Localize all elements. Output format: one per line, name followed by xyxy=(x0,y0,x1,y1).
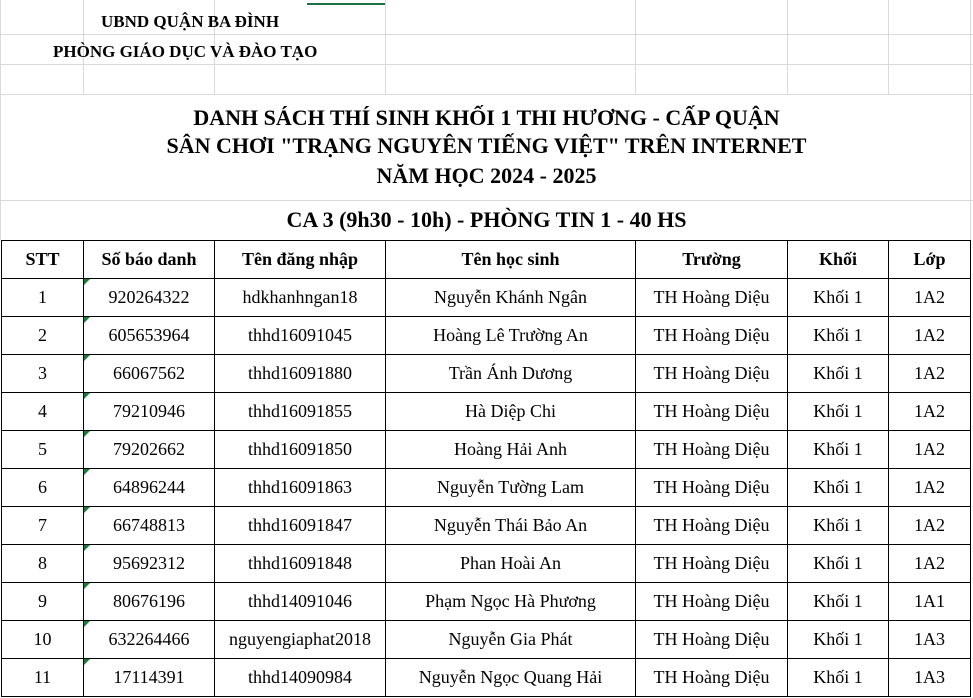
cell-sbd[interactable]: 79210946 xyxy=(84,393,215,431)
cell-stt[interactable]: 5 xyxy=(2,431,84,469)
table-row xyxy=(2,659,971,697)
col-header-school[interactable]: Trường xyxy=(636,241,788,279)
cell-username[interactable]: nguyengiaphat2018 xyxy=(215,621,386,659)
cell-school[interactable]: TH Hoàng Diệu xyxy=(636,659,788,697)
cell-stt[interactable]: 11 xyxy=(2,659,84,697)
cell-grade[interactable]: Khối 1 xyxy=(788,317,889,355)
cell-school[interactable]: TH Hoàng Diệu xyxy=(636,469,788,507)
table-row xyxy=(2,317,971,355)
cell-username[interactable]: thhd16091848 xyxy=(215,545,386,583)
cell-sbd[interactable]: 920264322 xyxy=(84,279,215,317)
cell-username[interactable]: thhd16091850 xyxy=(215,431,386,469)
cell-class[interactable]: 1A2 xyxy=(889,431,971,469)
cell-school[interactable]: TH Hoàng Diệu xyxy=(636,621,788,659)
cell-stt[interactable]: 9 xyxy=(2,583,84,621)
cell-class[interactable]: 1A2 xyxy=(889,545,971,583)
cell-grade[interactable]: Khối 1 xyxy=(788,279,889,317)
table-header-row xyxy=(2,241,971,279)
title-line-2: SÂN CHƠI "TRẠNG NGUYÊN TIẾNG VIỆT" TRÊN INTERNET xyxy=(166,133,807,158)
student-table xyxy=(1,240,971,697)
cell-stt[interactable]: 10 xyxy=(2,621,84,659)
cell-school[interactable]: TH Hoàng Diệu xyxy=(636,317,788,355)
cell-class[interactable]: 1A2 xyxy=(889,317,971,355)
cell-class[interactable]: 1A2 xyxy=(889,355,971,393)
cell-sbd[interactable]: 17114391 xyxy=(84,659,215,697)
cell-school[interactable]: TH Hoàng Diệu xyxy=(636,545,788,583)
table-row xyxy=(2,545,971,583)
cell-school[interactable]: TH Hoàng Diệu xyxy=(636,393,788,431)
cell-username[interactable]: hdkhanhngan18 xyxy=(215,279,386,317)
cell-school[interactable]: TH Hoàng Diệu xyxy=(636,583,788,621)
cell-student-name[interactable]: Trần Ánh Dương xyxy=(386,355,636,393)
cell-student-name[interactable]: Nguyễn Khánh Ngân xyxy=(386,279,636,317)
cell-student-name[interactable]: Hoàng Lê Trường An xyxy=(386,317,636,355)
table-row xyxy=(2,431,971,469)
grid-row-3 xyxy=(0,94,973,95)
cell-username[interactable]: thhd14090984 xyxy=(215,659,386,697)
col-header-sbd[interactable]: Số báo danh xyxy=(84,241,215,279)
cell-grade[interactable]: Khối 1 xyxy=(788,507,889,545)
col-header-class[interactable]: Lớp xyxy=(889,241,971,279)
col-header-grade[interactable]: Khối xyxy=(788,241,889,279)
cell-class[interactable]: 1A2 xyxy=(889,507,971,545)
grid-col-e xyxy=(635,0,636,94)
table-row xyxy=(2,279,971,317)
cell-student-name[interactable]: Nguyễn Ngọc Quang Hải xyxy=(386,659,636,697)
table-row xyxy=(2,393,971,431)
cell-grade[interactable]: Khối 1 xyxy=(788,431,889,469)
cell-selection-indicator xyxy=(307,3,385,5)
cell-sbd[interactable]: 79202662 xyxy=(84,431,215,469)
grid-col-d xyxy=(385,0,386,94)
cell-class[interactable]: 1A3 xyxy=(889,659,971,697)
cell-stt[interactable]: 4 xyxy=(2,393,84,431)
cell-grade[interactable]: Khối 1 xyxy=(788,621,889,659)
cell-class[interactable]: 1A2 xyxy=(889,469,971,507)
cell-grade[interactable]: Khối 1 xyxy=(788,659,889,697)
org-line-1: UBND QUẬN BA ĐÌNH xyxy=(101,12,280,31)
cell-stt[interactable]: 2 xyxy=(2,317,84,355)
cell-class[interactable]: 1A2 xyxy=(889,279,971,317)
cell-username[interactable]: thhd16091863 xyxy=(215,469,386,507)
table-row xyxy=(2,583,971,621)
table-row xyxy=(2,469,971,507)
cell-grade[interactable]: Khối 1 xyxy=(788,469,889,507)
cell-stt[interactable]: 3 xyxy=(2,355,84,393)
cell-stt[interactable]: 1 xyxy=(2,279,84,317)
grid-row-2 xyxy=(0,64,973,65)
cell-sbd[interactable]: 632264466 xyxy=(84,621,215,659)
cell-username[interactable]: thhd16091045 xyxy=(215,317,386,355)
cell-class[interactable]: 1A2 xyxy=(889,393,971,431)
cell-sbd[interactable]: 66748813 xyxy=(84,507,215,545)
cell-grade[interactable]: Khối 1 xyxy=(788,545,889,583)
cell-sbd[interactable]: 64896244 xyxy=(84,469,215,507)
cell-username[interactable]: thhd14091046 xyxy=(215,583,386,621)
cell-sbd[interactable]: 66067562 xyxy=(84,355,215,393)
cell-grade[interactable]: Khối 1 xyxy=(788,393,889,431)
cell-school[interactable]: TH Hoàng Diệu xyxy=(636,279,788,317)
cell-student-name[interactable]: Hà Diệp Chi xyxy=(386,393,636,431)
title-line-1: DANH SÁCH THÍ SINH KHỐI 1 THI HƯƠNG - CẤP QUẬN xyxy=(193,105,780,130)
table-row xyxy=(2,507,971,545)
grid-row-1 xyxy=(0,34,973,35)
cell-sbd[interactable]: 80676196 xyxy=(84,583,215,621)
cell-sbd[interactable]: 95692312 xyxy=(84,545,215,583)
cell-sbd[interactable]: 605653964 xyxy=(84,317,215,355)
table-row xyxy=(2,355,971,393)
org-line-2: PHÒNG GIÁO DỤC VÀ ĐÀO TẠO xyxy=(53,42,318,61)
cell-student-name[interactable]: Phạm Ngọc Hà Phương xyxy=(386,583,636,621)
grid-row-4 xyxy=(0,200,973,201)
cell-school[interactable]: TH Hoàng Diệu xyxy=(636,507,788,545)
cell-username[interactable]: thhd16091880 xyxy=(215,355,386,393)
cell-class[interactable]: 1A3 xyxy=(889,621,971,659)
table-row xyxy=(2,621,971,659)
cell-school[interactable]: TH Hoàng Diệu xyxy=(636,355,788,393)
cell-stt[interactable]: 6 xyxy=(2,469,84,507)
cell-grade[interactable]: Khối 1 xyxy=(788,355,889,393)
cell-student-name[interactable]: Nguyễn Tường Lam xyxy=(386,469,636,507)
col-header-username[interactable]: Tên đăng nhập xyxy=(215,241,386,279)
cell-student-name[interactable]: Hoàng Hải Anh xyxy=(386,431,636,469)
cell-username[interactable]: thhd16091847 xyxy=(215,507,386,545)
session-title: CA 3 (9h30 - 10h) - PHÒNG TIN 1 - 40 HS xyxy=(286,207,687,232)
grid-col-f xyxy=(787,0,788,94)
cell-stt[interactable]: 7 xyxy=(2,507,84,545)
cell-student-name[interactable]: Nguyễn Thái Bảo An xyxy=(386,507,636,545)
cell-stt[interactable]: 8 xyxy=(2,545,84,583)
cell-student-name[interactable]: Nguyễn Gia Phát xyxy=(386,621,636,659)
cell-class[interactable]: 1A1 xyxy=(889,583,971,621)
grid-col-g xyxy=(888,0,889,94)
cell-student-name[interactable]: Phan Hoài An xyxy=(386,545,636,583)
col-header-student-name[interactable]: Tên học sinh xyxy=(386,241,636,279)
cell-username[interactable]: thhd16091855 xyxy=(215,393,386,431)
cell-school[interactable]: TH Hoàng Diệu xyxy=(636,431,788,469)
cell-grade[interactable]: Khối 1 xyxy=(788,583,889,621)
col-header-stt[interactable]: STT xyxy=(2,241,84,279)
title-line-3: NĂM HỌC 2024 - 2025 xyxy=(376,163,597,188)
